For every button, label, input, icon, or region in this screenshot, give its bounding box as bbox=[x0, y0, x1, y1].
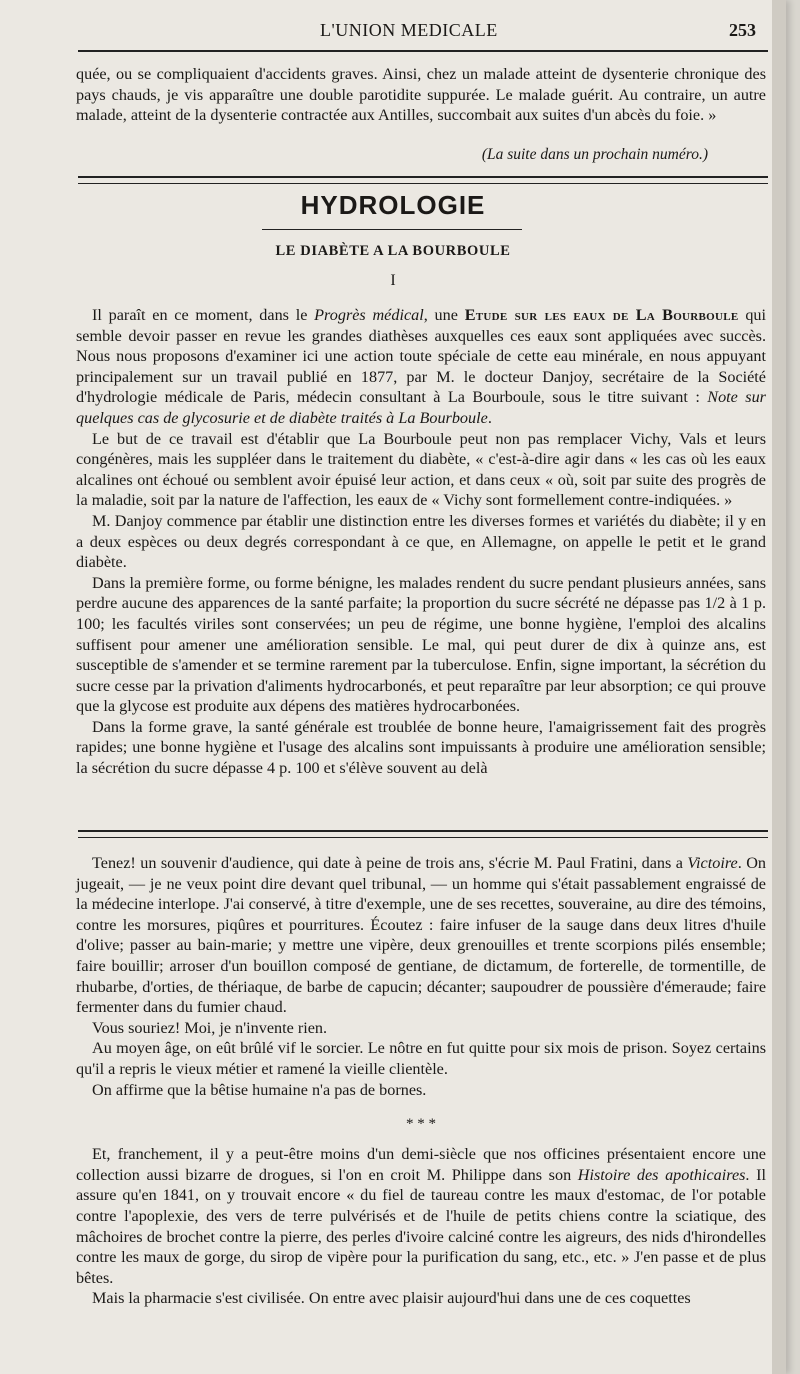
feuilleton-paragraph: Et, franchement, il y a peut-être moins d'un demi-siècle que nos officines présentaient encore une collection aussi bizarre de drogues, si l'on en croit M. Philippe dans son Histoire des apothicaires. Il assure qu'en 1841, on y trouvait encore « du fiel de taureau contre les maux d'estomac, de l'or potable contre l'apoplexie, des vers de terre pulvérisés et de l'huile de petits chiens contre la sciatique, des mâchoires de brochet contre la pierre, des perles d'ivoire calciné contre les aigreurs, des nids d'hirondelles contre les maux de gorge, du sirop de vipère pour la purification du sang, etc., etc. » J'en passe et de plus bêtes. bbox=[76, 1145, 766, 1287]
article-paragraph: Le but de ce travail est d'établir que La Bourboule peut non pas remplacer Vichy, Vals et leurs congénères, mais les suppléer dans le traitement du diabète, « c'est-à-dire agir dans « les cas où les eaux alcalines ont échoué ou semblent avoir épuisé leur action, et dans ceux « où, soit par suite des progrès de la maladie, soit par la nature de l'affection, les eaux de « Vichy sont formellement contre-indiquées. » bbox=[76, 429, 766, 510]
section-rule-top bbox=[78, 176, 768, 184]
section-separator-stars: * * * bbox=[406, 1116, 436, 1133]
section-heading-underline bbox=[262, 229, 522, 230]
feuilleton-paragraph: Mais la pharmacie s'est civilisée. On entre avec plaisir aujourd'hui dans une de ces coquettes bbox=[92, 1289, 691, 1308]
study-title: Etude sur les eaux de La Bourboule bbox=[464, 306, 739, 324]
feuilleton-paragraph: Vous souriez! Moi, je n'invente rien. bbox=[92, 1018, 328, 1037]
page-number: 253 bbox=[729, 20, 756, 40]
article-title: LE DIABÈTE A LA BOURBOULE bbox=[275, 243, 511, 259]
feuilleton-body bbox=[76, 853, 766, 1309]
article-paragraph: Il paraît en ce moment, dans le Progrès médical, une Etude sur les eaux de La Bourboule qui semble devoir passer en revue les grandes diathèses auxquelles ces eaux sont appliquées avec succès. Nous nous proposons d'examiner ici une action toute spéciale de cette eau minérale, en nous appuyant principalement sur un travail publié en 1877, par M. le docteur Danjoy, secrétaire de la Société d'hydrologie médicale de Paris, médecin consultant à La Bourboule, sous le titre suivant : Note sur quelques cas de glycosurie et de diabète traités à La Bourboule. bbox=[76, 306, 767, 427]
feuilleton-paragraph: On affirme que la bêtise humaine n'a pas de bornes. bbox=[92, 1080, 427, 1099]
running-head bbox=[0, 20, 786, 44]
continued-paragraph: quée, ou se compliquaient d'accidents graves. Ainsi, chez un malade atteint de dysenterie chronique des pays chauds, je vis apparaître une double parotidite suppurée. Le malade guérit. Au contraire, un autre malade, atteint de la dysenterie contractée aux Antilles, succombait aux suites d'un abcès du foie. » bbox=[76, 65, 766, 125]
feuilleton-rule bbox=[78, 830, 768, 838]
article-paragraph: M. Danjoy commence par établir une distinction entre les diverses formes et variétés du diabète; il y en a deux espèces ou deux degrés correspondant à ce que, en Allemagne, on appelle le petit et le grand diabète. bbox=[76, 511, 766, 572]
header-rule bbox=[78, 50, 768, 52]
feuilleton-paragraph: Tenez! un souvenir d'audience, qui date à peine de trois ans, s'écrie M. Paul Fratini, dans a Victoire. On jugeait, — je ne veux point dire devant quel tribunal, — un homme qui s'était passablement engraissé de la médecine interlope. J'ai conservé, à titre d'exemple, une de ses recettes, souveraine, au dire des témoins, contre les morsures, piqûres et pourritures. Écoutez : faire infuser de la sauge dans deux litres d'huile d'olive; passer au bain-marie; y mettre une vipère, deux grenouilles et trente scorpions pilés ensemble; faire bouillir; arroser d'un bouillon composé de gentiane, de dictamum, de forterelle, de tormentille, de rhubarbe, d'orties, de thériaque, de barbe de capucin; décanter; saupoudrer de poussière d'émeraude; faire fermenter dans du fumier chaud. bbox=[76, 854, 766, 1017]
journal-title: L'UNION MEDICALE bbox=[320, 20, 498, 40]
article-body bbox=[76, 305, 766, 779]
feuilleton-paragraph: Au moyen âge, on eût brûlé vif le sorcier. Le nôtre en fut quitte pour six mois de prison. Soyez certains qu'il a repris le vieux métier et ramené la vieille clientèle. bbox=[76, 1039, 766, 1078]
journal-name: Progrès médical bbox=[314, 306, 424, 324]
section-heading: HYDROLOGIE bbox=[300, 190, 486, 220]
article-paragraph: Dans la première forme, ou forme bénigne, les malades rendent du sucre pendant plusieurs années, sans perdre aucune des apparences de la santé parfaite; la proportion du sucre sécrété ne dépasse pas 1/2 à 1 p. 100; les facultés viriles sont conservées; un peu de régime, une bonne hygiène, l'emploi des alcalins suffisent pour amener une amélioration sensible. Le mal, qui peut durer de dix à quinze ans, est susceptible de s'amender et se termine rarement par la tuberculose. Enfin, signe important, la sécrétion du sucre cesse par la privation d'aliments hydrocarbonés, et peut reparaître par leur absorption; ce qui prouve que la glycose est produite aux dépens des matières hydrocarbonées. bbox=[76, 573, 766, 716]
newspaper-name: Victoire bbox=[687, 854, 738, 872]
note-title: Note sur quelques cas de glycosurie et de diabète traités à La Bourboule bbox=[76, 388, 766, 427]
article-part-numeral: I bbox=[390, 272, 396, 289]
continued-note: (La suite dans un prochain numéro.) bbox=[481, 146, 708, 163]
book-title: Histoire des apothicaires bbox=[577, 1165, 746, 1184]
continued-article bbox=[76, 64, 766, 126]
article-paragraph: Dans la forme grave, la santé générale est troublée de bonne heure, l'amaigrissement fait des progrès rapides; une bonne hygiène et l'usage des alcalins sont impuissants à produire une amélioration sensible; la sécrétion du sucre dépasse 4 p. 100 et s'élève souvent au delà bbox=[76, 717, 766, 778]
